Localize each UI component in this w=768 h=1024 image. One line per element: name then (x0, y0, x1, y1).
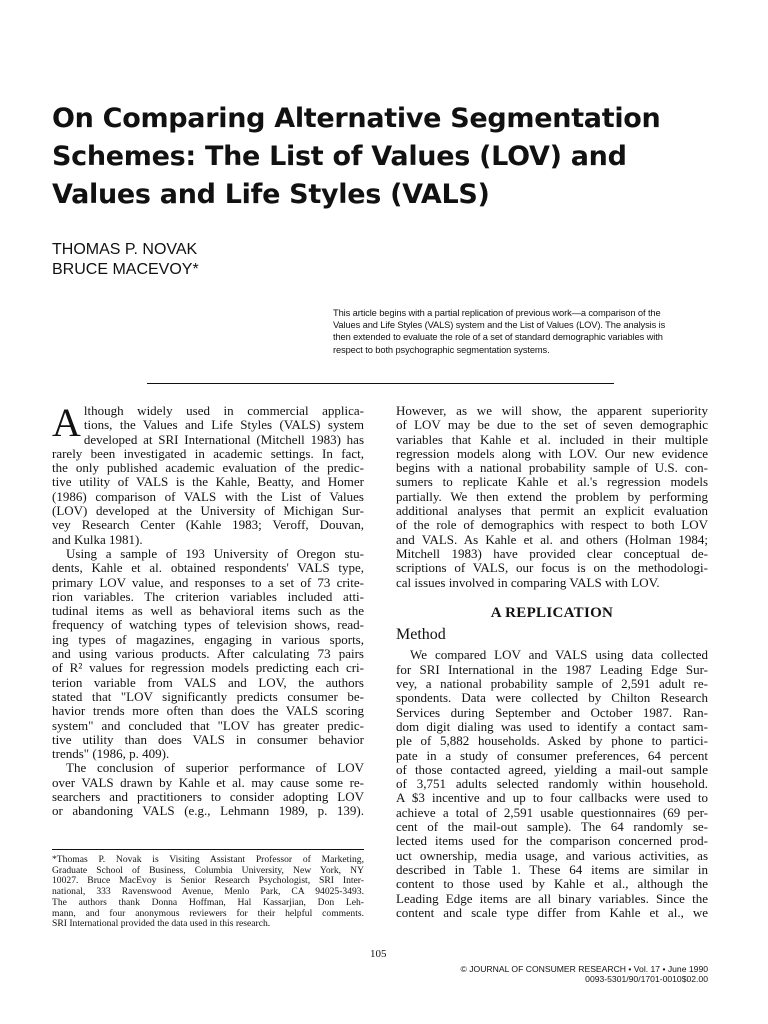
body-line: of the role of demographics with respect to both LOV (396, 517, 708, 533)
body-line: terion variable from VALS and LOV, the authors (52, 674, 364, 690)
footnote-line: Graduate School of Business, Columbia University, New York, NY (52, 864, 364, 876)
footnote-line: national, 333 Ravenswood Avenue, Menlo Park, CA 94025-3493. (52, 886, 364, 898)
abstract-line: respect to both psychographic segmentation systems. (333, 344, 550, 355)
body-line: dom digit dialing was used to identify a contact sam- (396, 718, 708, 734)
left-column (52, 400, 364, 819)
author-name: BRUCE MACEVOY* (52, 261, 199, 278)
journal-citation (461, 964, 708, 984)
body-line: content and scale type differ from Kahle et al., we (396, 904, 708, 920)
body-line: the only published academic evaluation of the predic- (52, 460, 364, 476)
body-line: Services during September and October 1987. Ran- (396, 704, 708, 720)
body-line: Mitchell 1983) have provided clear conceptual de- (396, 545, 708, 561)
body-line: regression models along with LOV. Our new evidence (396, 445, 708, 461)
body-line: and using various products. After calculating 73 pairs (52, 646, 364, 662)
body-line: for SRI International in the 1987 Leading Edge Sur- (396, 661, 708, 677)
body-line: and VALS. As Kahle et al. and others (Holman 1984; (396, 531, 708, 547)
body-line: searchers and practitioners to consider adopting LOV (52, 789, 364, 805)
body-line: rion variables. The criterion variables included atti- (52, 588, 364, 604)
body-line: A $3 incentive and up to four callbacks were used to (396, 790, 708, 806)
subsection-heading: Method (396, 626, 446, 644)
paragraph (396, 404, 708, 590)
body-line: sumers to replicate Kahle et al.'s regression models (396, 474, 708, 490)
abstract-line: Values and Life Styles (VALS) system and the List of Values (LOV). The analysis is (333, 320, 666, 331)
right-column (396, 404, 708, 920)
body-line: of those contacted agreed, yielding a mail-out sample (396, 761, 708, 777)
body-line: primary LOV value, and responses to a set of 73 crite- (52, 574, 364, 590)
title-line: On Comparing Alternative Segmentation (52, 103, 661, 134)
body-line: lected items used for the comparison concerned prod- (396, 833, 708, 849)
abstract-line: then extended to evaluate the role of a set of standard demographic variables with (333, 332, 663, 343)
body-line: cal issues involved in comparing VALS with LOV. (396, 574, 660, 590)
body-line: lthough widely used in commercial applica- (83, 404, 364, 418)
body-line: tive utility of VALS is the Kahle, Beatty, and Homer (52, 474, 364, 490)
author-list (52, 240, 199, 280)
body-line: (LOV) developed at the University of Michigan Sur- (52, 503, 364, 519)
dropcap-letter: A (52, 400, 81, 445)
paragraph (52, 433, 364, 547)
abstract (333, 307, 713, 356)
body-line: developed at SRI International (Mitchell 1983) has (83, 431, 364, 447)
body-line: system" and concluded that "LOV has greater predic- (52, 717, 364, 733)
author-footnote (52, 855, 364, 930)
body-line: over VALS drawn by Kahle et al. may cause some re- (52, 774, 364, 790)
title-line: Schemes: The List of Values (LOV) and (52, 141, 627, 172)
body-line: rarely been investigated in academic settings. In fact, (52, 445, 364, 461)
journal-line: 0093-5301/90/1701-0010$02.00 (585, 974, 708, 984)
body-line: tudinal items as well as behavioral items such as the (52, 603, 364, 619)
paragraph (396, 648, 708, 920)
body-line: of 3,751 adults selected randomly within household. (396, 776, 708, 792)
footnote-line: SRI International provided the data used in this research. (52, 918, 271, 930)
body-line: uct ownership, media usage, and various activities, as (396, 847, 708, 863)
paragraph (52, 761, 364, 818)
body-line: achieve a total of 2,591 usable questionnaires (69 per- (396, 804, 708, 820)
body-line: stated that "LOV significantly predicts consumer be- (52, 688, 364, 704)
body-line: The conclusion of superior performance of LOV (66, 760, 364, 776)
body-line: cent of the mail-out sample). The 64 randomly se- (396, 819, 708, 835)
body-line: variables that Kahle et al. included in their multiple (396, 431, 708, 447)
footnote-line: mann, and four anonymous reviewers for their helpful comments. (52, 907, 364, 919)
body-line: ing types of magazines, engaging in various sports, (52, 631, 364, 647)
body-line: vey, a national probability sample of 2,591 adult re- (396, 676, 708, 692)
body-line: described in Table 1. These 64 items are similar in (396, 861, 708, 877)
body-line: (1986) comparison of VALS with the List of Values (52, 488, 364, 504)
body-line: of R² values for regression models predicting each cri- (52, 660, 364, 676)
body-line: content to those used by Kahle et al., although the (396, 876, 708, 892)
article-title (52, 100, 712, 214)
body-line: However, as we will show, the apparent superiority (396, 403, 708, 418)
body-line: pate in a study of consumer preferences, 64 percent (396, 747, 708, 763)
footnote-line: *Thomas P. Novak is Visiting Assistant Professor of Marketing, (52, 854, 364, 865)
body-line: tions, the Values and Life Styles (VALS) system (83, 417, 364, 433)
paragraph (52, 547, 364, 761)
section-heading: A REPLICATION (490, 604, 614, 621)
body-line: of LOV may be due to the set of seven demographic (396, 417, 708, 433)
body-line: havior trends more often than does the VALS scoring (52, 703, 364, 719)
section-divider (147, 383, 614, 384)
body-line: tive utility than does VALS in consumer behavior (52, 731, 364, 747)
body-line: or abandoning VALS (e.g., Lehmann 1989, p. 139). (52, 803, 364, 819)
body-line: trends" (1986, p. 409). (52, 746, 170, 762)
body-line: begins with a national probability sample of U.S. con- (396, 460, 708, 476)
body-line: vey Research Center (Kahle 1983; Veroff, Douvan, (52, 517, 364, 533)
footnote-divider (52, 849, 364, 850)
abstract-line: This article begins with a partial replication of previous work—a comparison of the (333, 308, 661, 318)
body-line: spondents. Data were collected by Chilton Research (396, 690, 708, 706)
body-line: ple of 5,882 households. Asked by phone to partici- (396, 733, 708, 749)
journal-line: © JOURNAL OF CONSUMER RESEARCH • Vol. 17 • June 1990 (460, 964, 708, 974)
body-line: and Kulka 1981). (52, 531, 143, 547)
footnote-line: The authors thank Donna Hoffman, Hal Kassarjian, Don Leh- (52, 896, 364, 908)
author-name: THOMAS P. NOVAK (52, 241, 198, 258)
body-line: additional analyses that permit an explicit evaluation (396, 503, 708, 519)
body-line: Using a sample of 193 University of Oregon stu- (66, 545, 364, 561)
body-line: Leading Edge items are all binary variables. Since the (396, 890, 708, 906)
body-line: scriptions of VALS, our focus is on the methodologi- (396, 560, 708, 576)
page-number: 105 (370, 948, 387, 960)
body-line: dents, Kahle et al. obtained respondents' VALS type, (52, 560, 364, 576)
body-line: partially. We then extend the problem by performing (396, 488, 708, 504)
body-line: frequency of watching types of television shows, read- (52, 617, 364, 633)
title-line: Values and Life Styles (VALS) (52, 179, 490, 210)
body-line: We compared LOV and VALS using data collected (410, 647, 708, 663)
footnote-line: 10027. Bruce MacEvoy is Senior Research Psychologist, SRI Inter- (52, 875, 364, 887)
